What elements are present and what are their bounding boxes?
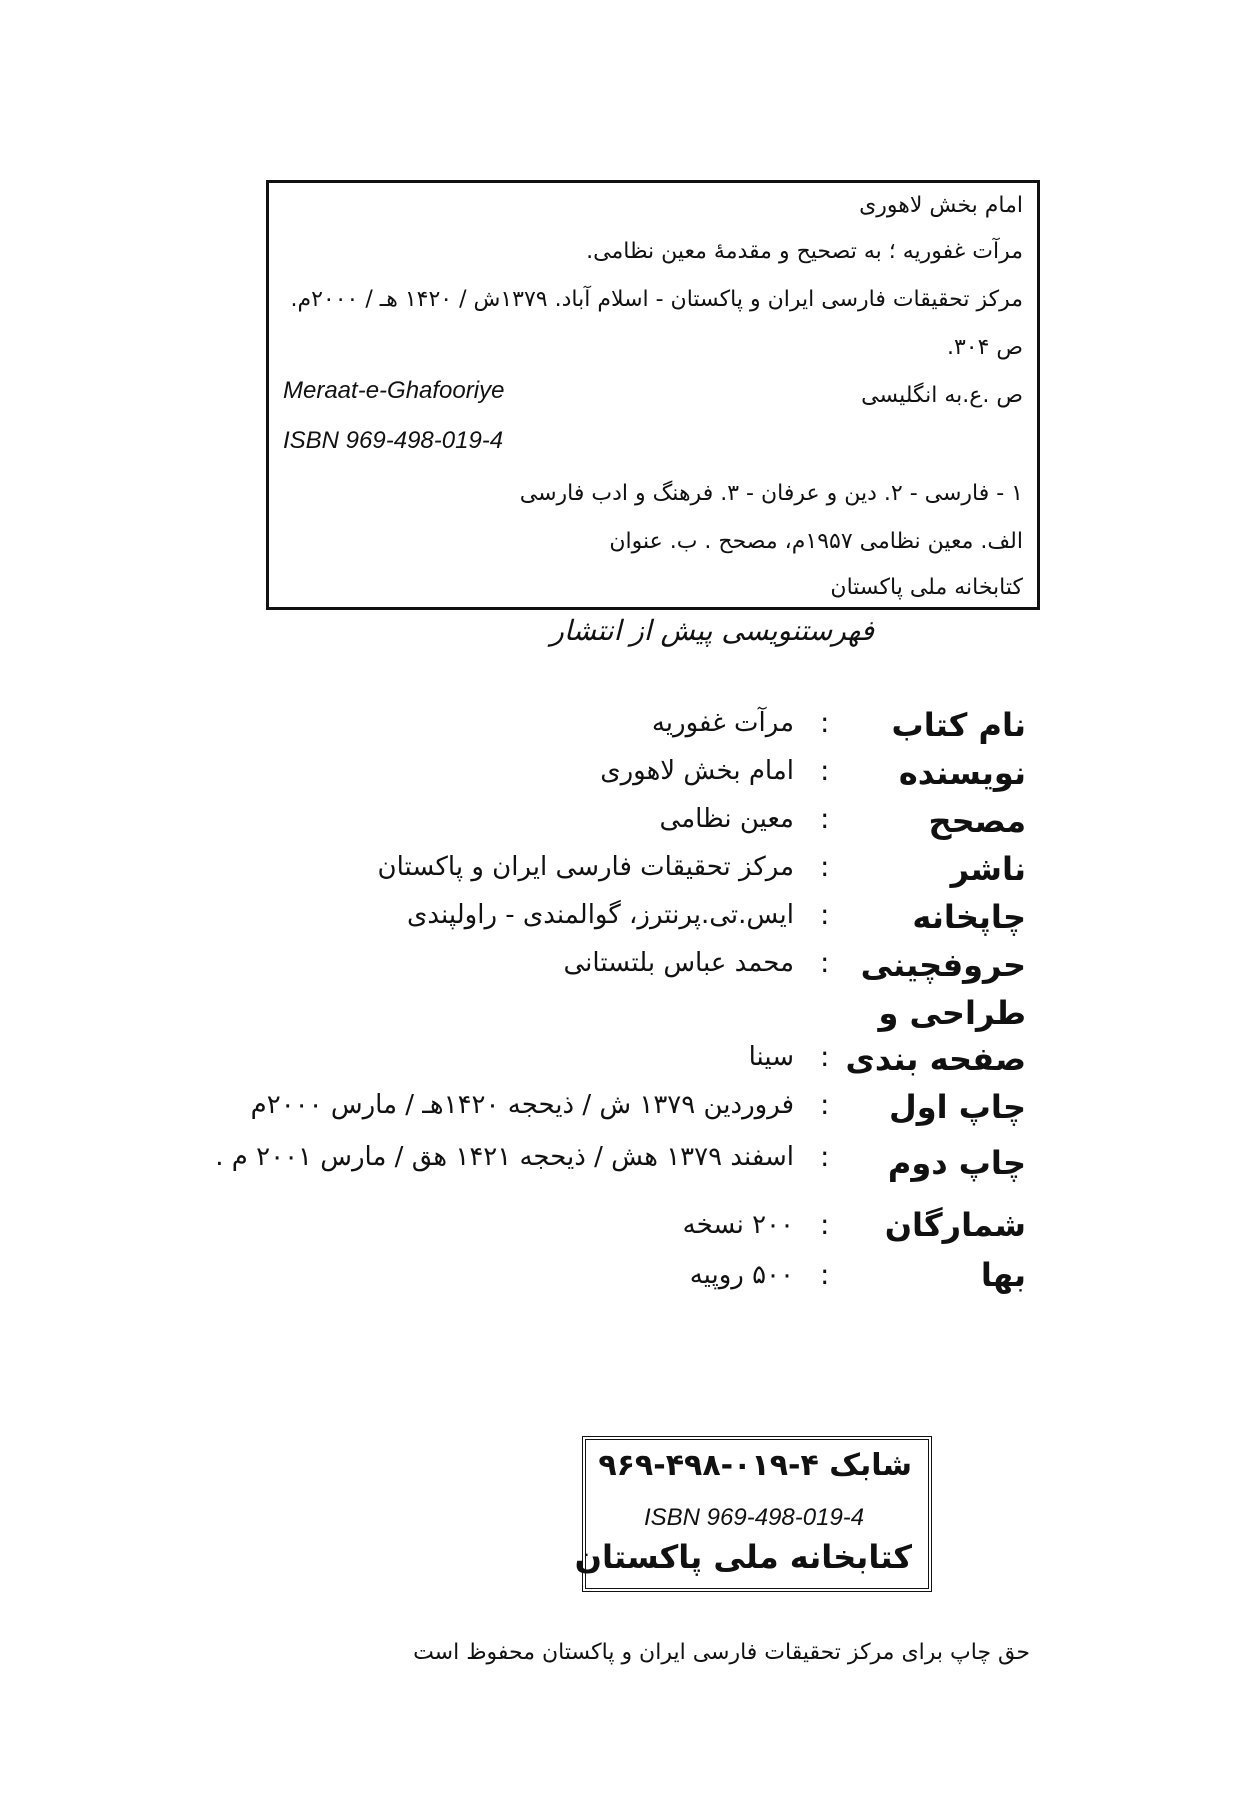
catalog-library: کتابخانه ملی پاکستان	[830, 575, 1023, 600]
isbn-shabak: شابک ۴-۰۱۹-۴۹۸-۹۶۹	[598, 1448, 912, 1483]
credit-label: نویسنده	[898, 754, 1026, 792]
credit-colon: :	[820, 946, 830, 979]
catalog-publisher: مرکز تحقیقات فارسی ایران و پاکستان - اسلام آباد. ۱۳۷۹ش / ۱۴۲۰ هـ / ۲۰۰۰م.	[290, 287, 1023, 312]
catalog-english-note: ص .ع.به انگلیسی	[861, 383, 1023, 408]
credit-label: صفحه بندی	[845, 1040, 1026, 1078]
catalog-latin-title: Meraat-e-Ghafooriye	[283, 377, 505, 404]
catalog-author: امام بخش لاهوری	[859, 193, 1023, 218]
credit-label: بها	[980, 1256, 1026, 1294]
copyright-notice: حق چاپ برای مرکز تحقیقات فارسی ایران و پاکستان محفوظ است	[413, 1640, 1030, 1665]
credit-label: شمارگان	[884, 1206, 1026, 1244]
credit-colon: :	[820, 1088, 830, 1121]
credit-value: محمد عباس بلتستانی	[563, 948, 794, 978]
catalog-box	[266, 180, 1040, 610]
credit-colon: :	[820, 706, 830, 739]
credit-value: ایس.تی.پرنترز، گوالمندی - راولپندی	[407, 900, 794, 930]
credit-label: چاپخانه	[912, 898, 1026, 936]
isbn-box	[574, 1436, 932, 1592]
catalog-caption: فهرستنویسی پیش از انتشار	[550, 614, 874, 647]
catalog-editor-note: الف. معین نظامی ۱۹۵۷م، مصحح . ب. عنوان	[609, 529, 1023, 554]
credit-value: سینا	[748, 1042, 794, 1072]
credit-value: اسفند ۱۳۷۹ هش / ذیحجه ۱۴۲۱ هق / مارس ۲۰۰۱ م .	[215, 1142, 794, 1172]
credit-colon: :	[820, 898, 830, 931]
catalog-latin-isbn: ISBN 969-498-019-4	[283, 427, 504, 454]
credit-label: چاپ اول	[889, 1088, 1026, 1126]
credit-colon: :	[820, 1140, 830, 1173]
credit-value: مرکز تحقیقات فارسی ایران و پاکستان	[377, 852, 794, 882]
credit-label: نام کتاب	[891, 706, 1026, 744]
credit-label: مصحح	[928, 802, 1026, 840]
credit-colon: :	[820, 1258, 830, 1291]
isbn-library: کتابخانه ملی پاکستان	[574, 1538, 912, 1576]
credit-value: ۲۰۰ نسخه	[682, 1210, 794, 1240]
credit-colon: :	[820, 1040, 830, 1073]
credit-label: حروفچینی	[860, 946, 1026, 984]
isbn-latin: ISBN 969-498-019-4	[644, 1504, 865, 1531]
catalog-subjects: ۱ - فارسی - ۲. دین و عرفان - ۳. فرهنگ و ادب فارسی	[519, 481, 1023, 506]
credit-value: فروردین ۱۳۷۹ ش / ذیحجه ۱۴۲۰هـ / مارس ۲۰۰۰م	[250, 1090, 794, 1120]
credit-colon: :	[820, 754, 830, 787]
credit-colon: :	[820, 802, 830, 835]
credit-label: طراحی و	[878, 994, 1026, 1032]
credit-value: مرآت غفوریه	[651, 708, 794, 738]
credit-label: چاپ دوم	[887, 1144, 1026, 1182]
catalog-title: مرآت غفوریه ؛ به تصحیح و مقدمهٔ معین نظامی.	[586, 239, 1023, 264]
catalog-pages: ص ۳۰۴.	[946, 335, 1023, 360]
credit-label: ناشر	[950, 850, 1026, 888]
credit-value: معین نظامی	[659, 804, 794, 834]
credit-value: امام بخش لاهوری	[600, 756, 794, 786]
credit-colon: :	[820, 850, 830, 883]
credit-value: ۵۰۰ روپیه	[689, 1260, 794, 1290]
credit-colon: :	[820, 1208, 830, 1241]
